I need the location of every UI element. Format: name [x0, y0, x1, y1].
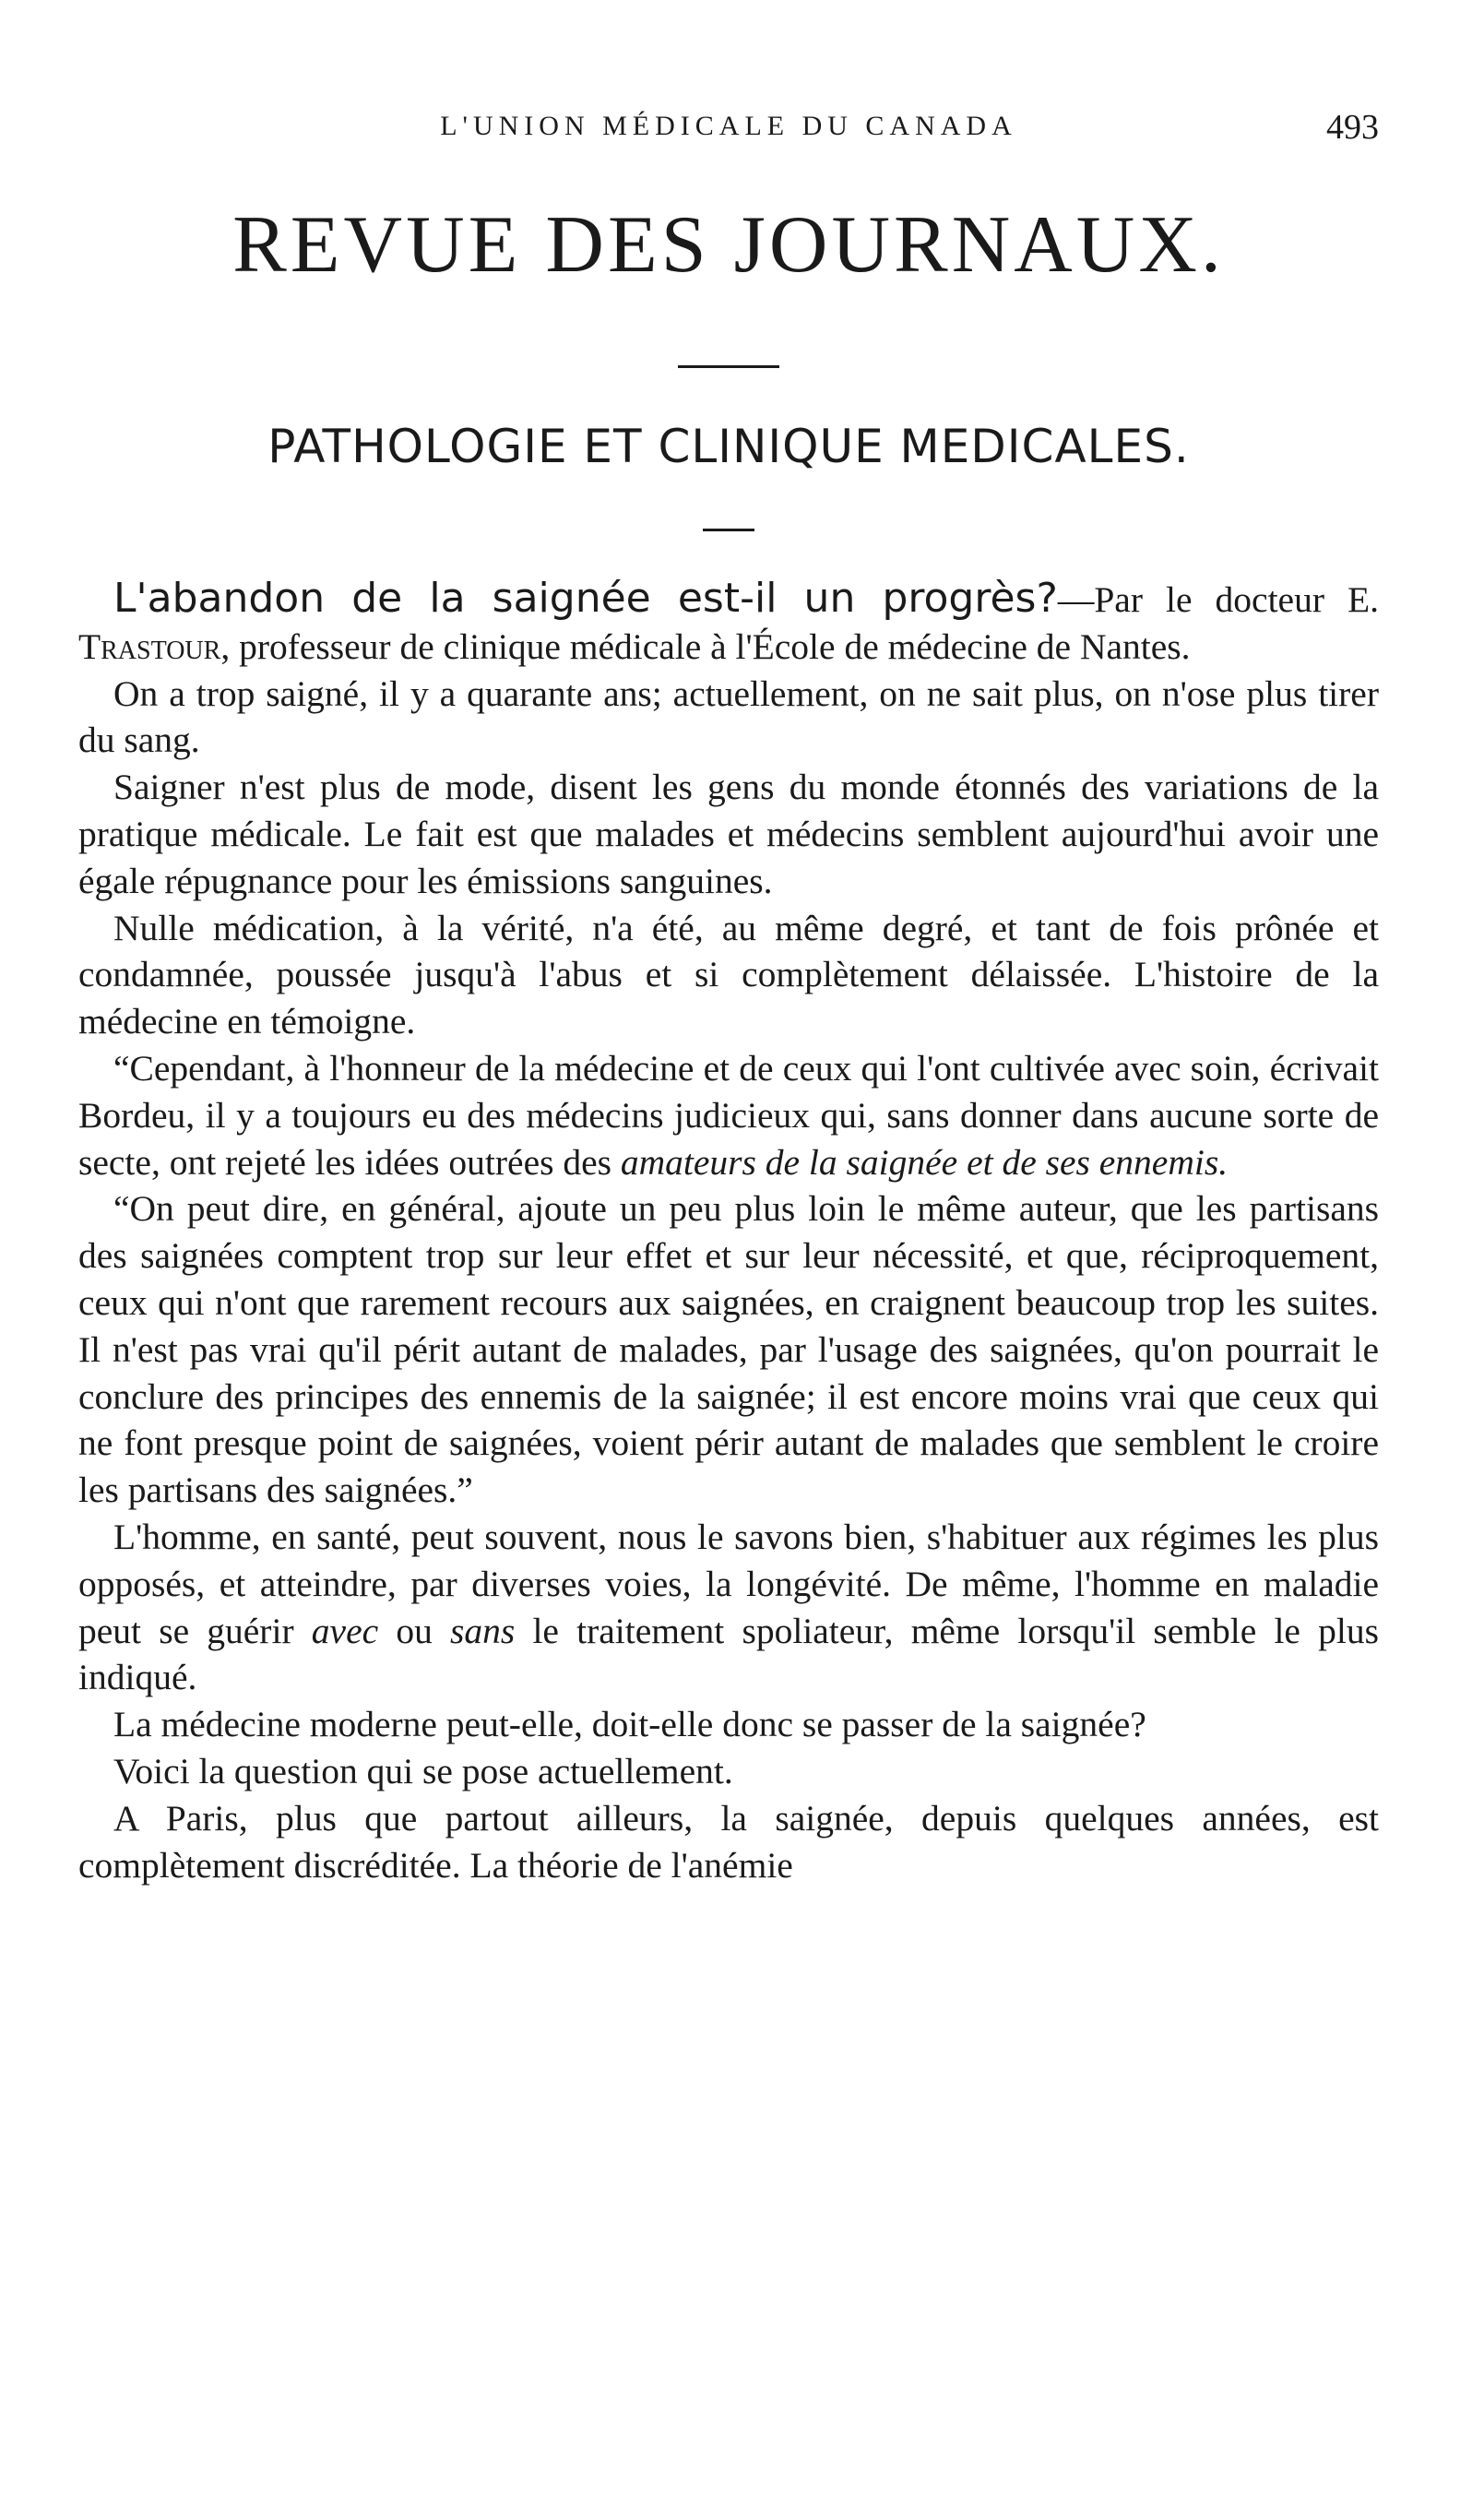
page-number: 493 — [1326, 108, 1379, 147]
byline-suffix: , professeur de clinique médicale à l'École de médecine de Nantes. — [220, 625, 1191, 667]
running-head — [78, 108, 1379, 166]
paragraph-6-text-a: L'homme, en santé, peut souvent, nous le savons bien, s'habituer aux régimes les plus opposés, et atteindre, par diverses voies, la longévité. De même, l'homme en maladie peut se guérir — [78, 1516, 1379, 1651]
article-title: L'abandon de la saignée est-il un progrès? — [113, 575, 1058, 622]
paragraph-5: “On peut dire, en général, ajoute un peu plus loin le même auteur, que les partisans des saignées comptent trop sur leur effet et sur leur nécessité, et que, réciproquement, ceux qui n'ont que rarement recours aux saignées, en craignent beaucoup trop les suites. Il n'est pas vrai qu'il périt autant de malades, par l'usage des saignées, qu'on pourrait le conclure des principes des ennemis de la saignée; il est encore moins vrai que ceux qui ne font presque point de saignées, voient périr autant de malades que semblent le croire les partisans des saignées.” — [78, 1188, 1379, 1511]
subsection-title: PATHOLOGIE ET CLINIQUE MEDICALES. — [267, 420, 1190, 473]
running-title: L'UNION MÉDICALE DU CANADA — [440, 111, 1017, 141]
paragraph-4-text: “Cependant, à l'honneur de la médecine et de ceux qui l'ont cultivée avec soin, écrivait Bordeu, il y a toujours eu des médecins judicieux qui, sans donner dans aucune sorte de secte, ont rejeté les idées outrées des — [78, 1047, 1379, 1183]
page — [78, 108, 1380, 1888]
article-lead-paragraph — [78, 576, 1379, 671]
paragraph-6-ou: ou — [378, 1610, 451, 1651]
paragraph-8: Voici la question qui se pose actuellement. — [113, 1750, 733, 1791]
byline-prefix: —Par le docteur E. — [1057, 579, 1380, 620]
paragraph-4-italic: amateurs de la saignée et de ses ennemis. — [620, 1141, 1229, 1183]
paragraph-9: A Paris, plus que partout ailleurs, la saignée, depuis quelques années, est complètement discréditée. La théorie de l'anémie — [78, 1797, 1379, 1886]
paragraph-6-sans: sans — [450, 1610, 516, 1651]
section-divider — [678, 365, 779, 368]
section-title: REVUE DES JOURNAUX. — [232, 200, 1225, 290]
paragraph-7: La médecine moderne peut-elle, doit-elle donc se passer de la saignée? — [113, 1704, 1146, 1745]
paragraph-3: Nulle médication, à la vérité, n'a été, au même degré, et tant de fois prônée et condamnée, poussée jusqu'à l'abus et si complètement délaissée. L'histoire de la médecine en témoigne. — [78, 907, 1379, 1042]
article-body — [78, 576, 1379, 1888]
paragraph-6 — [78, 1514, 1379, 1701]
paragraph-4 — [78, 1045, 1379, 1185]
paragraph-2: Saigner n'est plus de mode, disent les gens du monde étonnés des variations de la pratique médicale. Le fait est que malades et médecins semblent aujourd'hui avoir une égale répugnance pour les émissions sanguines. — [78, 767, 1379, 901]
paragraph-6-avec: avec — [311, 1610, 379, 1651]
author-name: Trastour — [78, 625, 221, 667]
paragraph-1: On a trop saigné, il y a quarante ans; actuellement, on ne sait plus, on n'ose plus tirer du sang. — [78, 672, 1379, 761]
subsection-divider — [703, 529, 754, 531]
paragraph-6-text-b: le traitement spoliateur, même lorsqu'il semble le plus indiqué. — [78, 1610, 1379, 1698]
